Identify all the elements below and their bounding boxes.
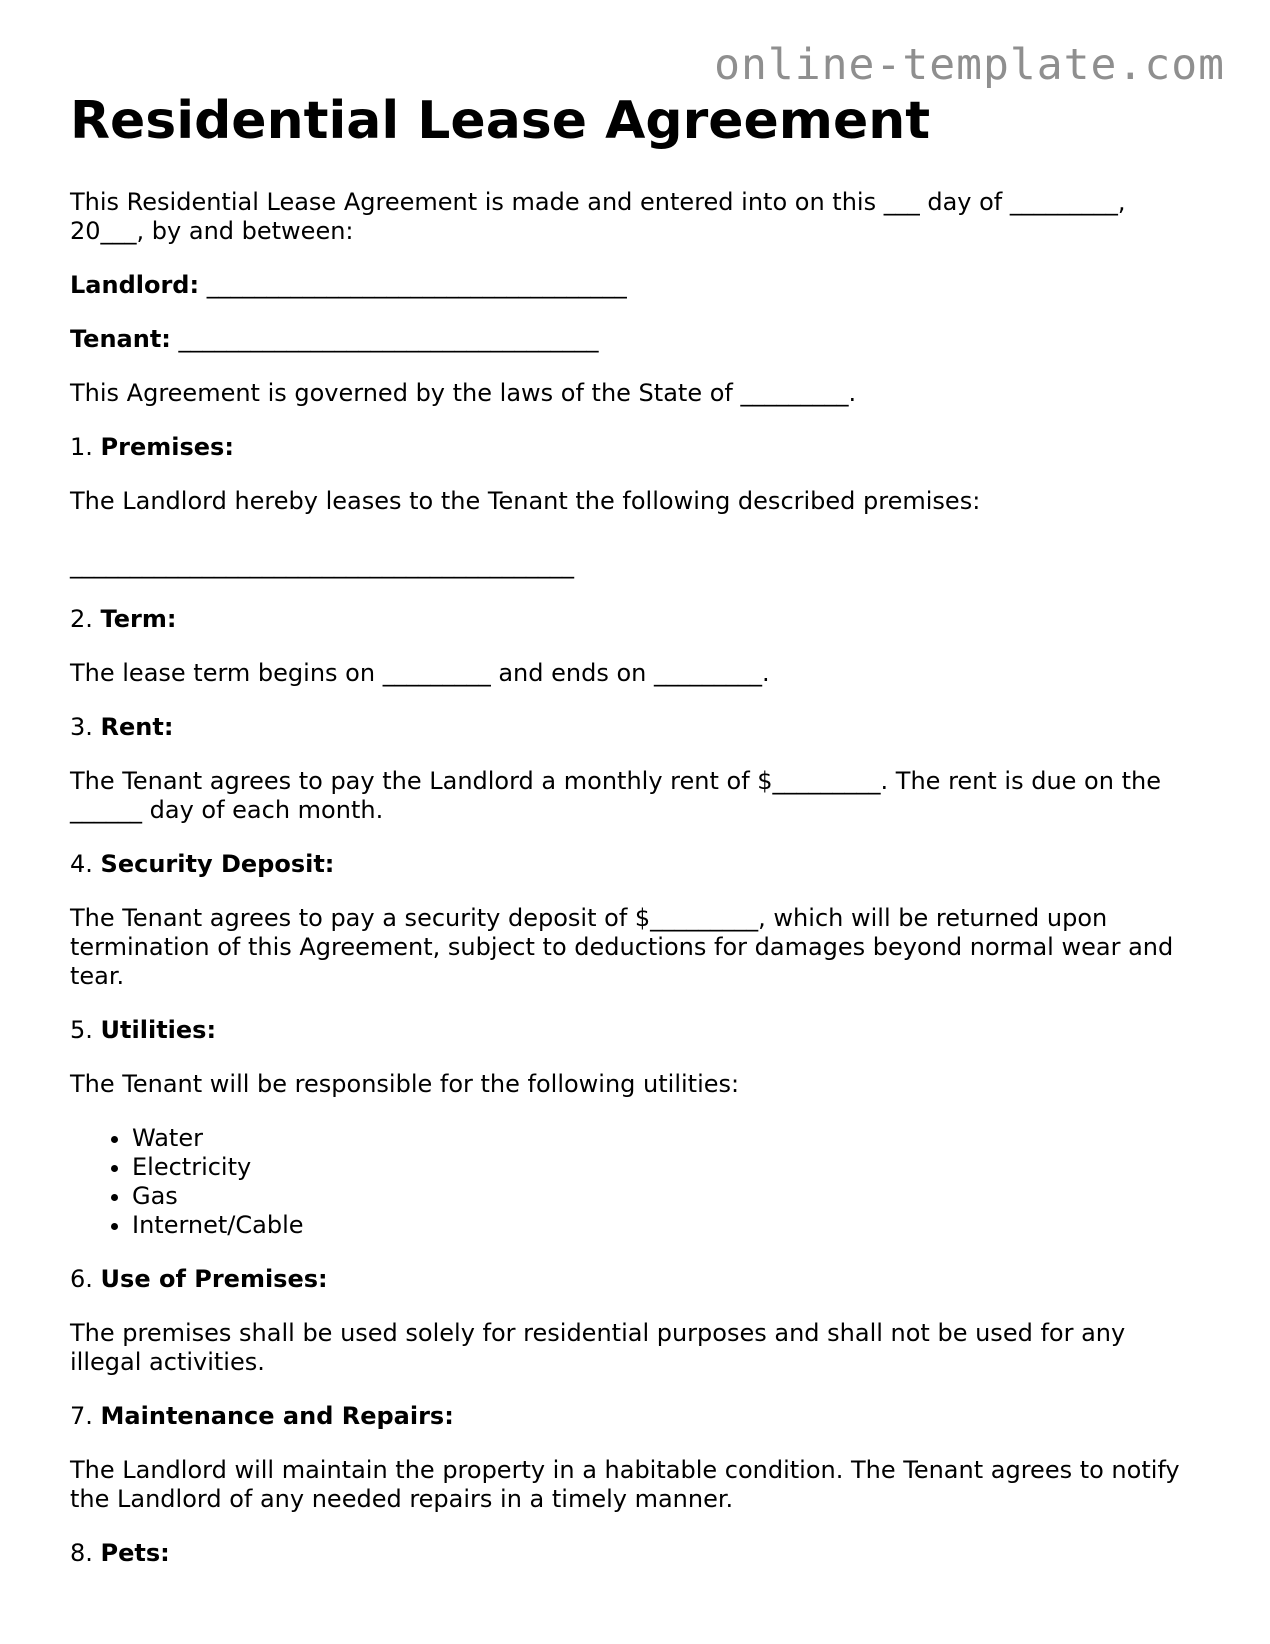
intro-paragraph: This Residential Lease Agreement is made and entered into on this ___ day of _________, 20___, by and between: bbox=[70, 188, 1126, 245]
section-heading-use bbox=[70, 1265, 1200, 1294]
tenant-blank: ___________________________________ bbox=[178, 325, 599, 353]
list-item: • Internet/Cable bbox=[132, 1211, 1200, 1240]
section-title: Maintenance and Repairs: bbox=[100, 1402, 454, 1430]
section-heading-rent bbox=[70, 713, 1200, 742]
tenant-field bbox=[70, 325, 1200, 354]
section-heading-maintenance bbox=[70, 1402, 1200, 1431]
landlord-field bbox=[70, 271, 1200, 300]
section-number: 3. bbox=[70, 713, 93, 741]
section-number: 2. bbox=[70, 605, 93, 633]
list-item: • Water bbox=[132, 1124, 1200, 1153]
section-number: 8. bbox=[70, 1539, 93, 1567]
rent-text: The Tenant agrees to pay the Landlord a monthly rent of $_________. The rent is due on the ______ day of each month. bbox=[70, 767, 1161, 824]
section-title: Utilities: bbox=[100, 1016, 217, 1044]
document-page bbox=[70, 88, 1200, 1593]
section-title: Premises: bbox=[100, 433, 234, 461]
utilities-text: The Tenant will be responsible for the following utilities: bbox=[70, 1070, 740, 1098]
landlord-label: Landlord: bbox=[70, 271, 200, 299]
watermark: online-template.com bbox=[714, 40, 1225, 90]
section-number: 7. bbox=[70, 1402, 93, 1430]
term-text: The lease term begins on _________ and ends on _________. bbox=[70, 659, 770, 687]
section-heading-deposit bbox=[70, 850, 1200, 879]
premises-blank: __________________________________________ bbox=[70, 551, 574, 579]
section-title: Rent: bbox=[100, 713, 174, 741]
premises-text: The Landlord hereby leases to the Tenant the following described premises: bbox=[70, 487, 981, 515]
section-heading-utilities bbox=[70, 1016, 1200, 1045]
tenant-label: Tenant: bbox=[70, 325, 171, 353]
deposit-text: The Tenant agrees to pay a security deposit of $_________, which will be returned upon termination of this Agreement, subject to deductions for damages beyond normal wear and tear. bbox=[70, 904, 1174, 990]
section-heading-premises bbox=[70, 433, 1200, 462]
section-number: 6. bbox=[70, 1265, 93, 1293]
section-number: 4. bbox=[70, 850, 93, 878]
section-title: Security Deposit: bbox=[100, 850, 335, 878]
section-number: 1. bbox=[70, 433, 93, 461]
utilities-list bbox=[70, 1124, 1200, 1240]
governing-law-paragraph: This Agreement is governed by the laws of the State of _________. bbox=[70, 379, 857, 407]
use-text: The premises shall be used solely for residential purposes and shall not be used for any illegal activities. bbox=[70, 1319, 1126, 1376]
section-title: Term: bbox=[100, 605, 177, 633]
section-heading-term bbox=[70, 605, 1200, 634]
section-heading-pets bbox=[70, 1539, 1200, 1568]
landlord-blank: ___________________________________ bbox=[206, 271, 627, 299]
section-number: 5. bbox=[70, 1016, 93, 1044]
section-title: Use of Premises: bbox=[100, 1265, 328, 1293]
maintenance-text: The Landlord will maintain the property in a habitable condition. The Tenant agrees to notify the Landlord of any needed repairs in a timely manner. bbox=[70, 1456, 1180, 1513]
section-title: Pets: bbox=[100, 1539, 170, 1567]
document-title: Residential Lease Agreement bbox=[70, 91, 931, 151]
list-item: • Gas bbox=[132, 1182, 1200, 1211]
list-item: • Electricity bbox=[132, 1153, 1200, 1182]
